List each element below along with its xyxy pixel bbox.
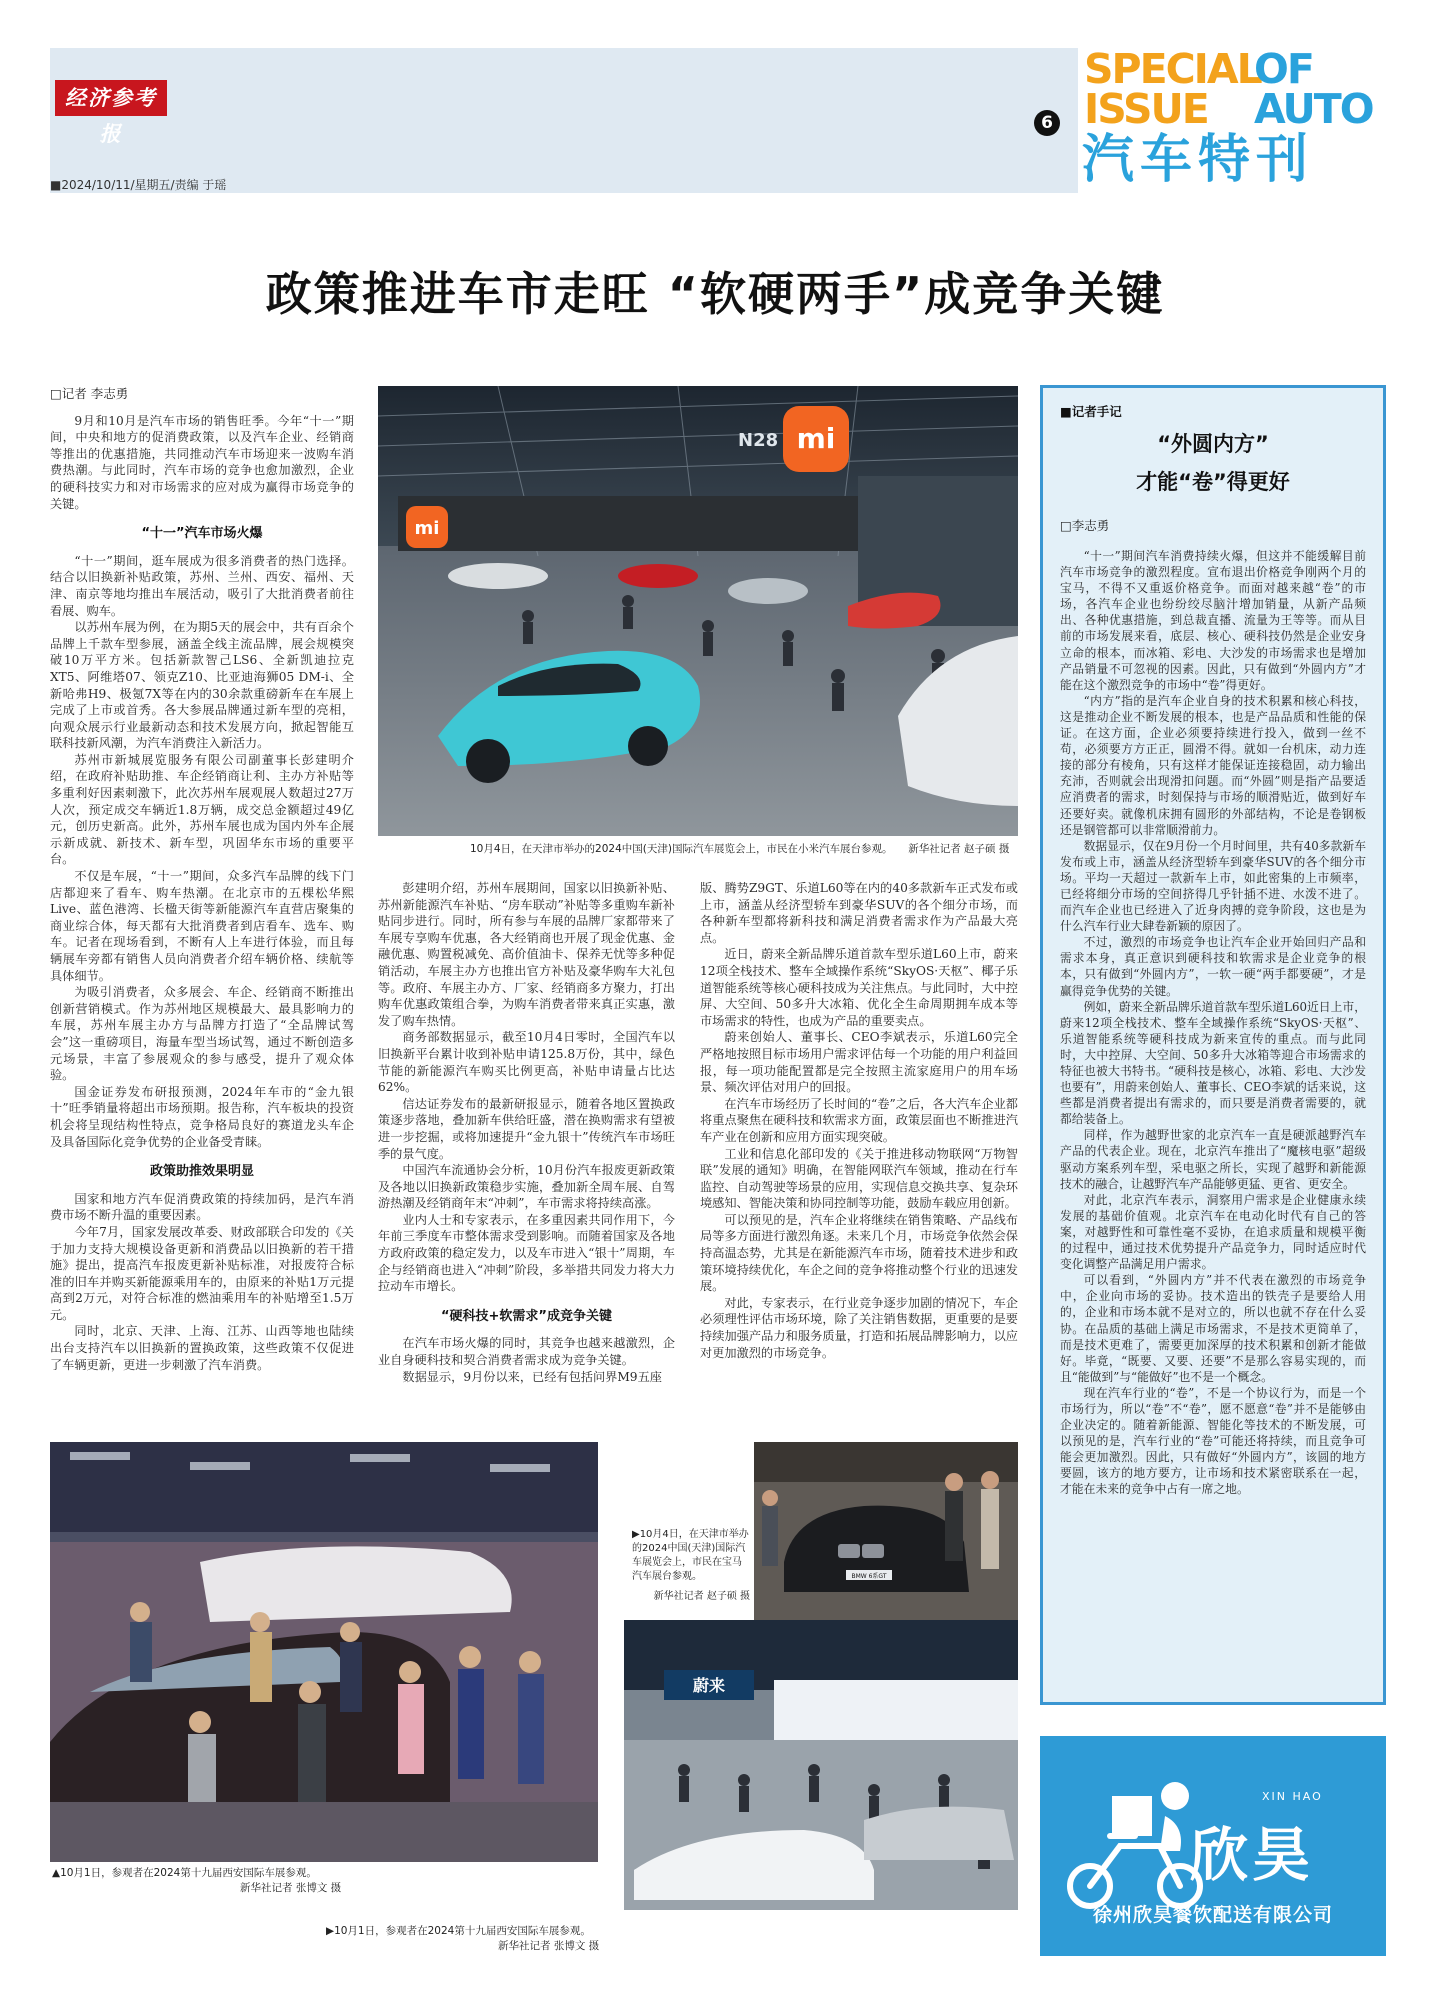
xian-crowd-caption-text: ▲10月1日，参观者在2024第十九届西安国际车展参观。 [52, 1867, 317, 1879]
sidebar-paragraph: “内方”指的是汽车企业自身的技术积累和核心科技，这是推动企业不断发展的根本，也是产品品质和性能的保证。在这方面，企业必须要持续进行投入，做到一丝不苟，必须要方方正正，圆滑不得。就如一台机床，动力连接的部分有棱角，只有这样才能保证连接稳固，动力输出充沛，否则就会出现滑扣问题。而“外圆”则是指产品要适应消费者的需求，时刻保持与市场的顺滑贴近，做到好车还要好卖。就像机床拥有圆形的外部结构，不论是卷钢板还是钢管都可以非常顺滑前力。 [1060, 693, 1366, 837]
main-photo-caption: 10月4日，在天津市举办的2024中国(天津)国际汽车展览会上，市民在小米汽车展台参观。 新华社记者 赵子硕 摄 [470, 843, 1010, 855]
sidebar-paragraph: 可以看到，“外圆内方”并不代表在激烈的市场竞争中，企业向市场的妥协。技术造出的铁壳子是要给人用的，企业和市场本就不是对立的，所以也就不存在什么妥协。在品质的基础上满足市场需求，不是技术更简单了，而是技术更难了，需要更加深厚的技术积累和创新才能做好。毕竟，“既要、又要、还要”不是那么容易实现的，而且“能做到”与“能做好”也不是一个概念。 [1060, 1273, 1366, 1384]
section-subheading: “十一”汽车市场火爆 [141, 526, 263, 542]
auto-word: AUTO [1254, 85, 1373, 133]
section-subheading: 政策助推效果明显 [149, 1164, 254, 1180]
xian-crowd-image [50, 1442, 598, 1862]
sidebar-paragraph: 同样，作为越野世家的北京汽车一直是硬派越野汽车产品的代表企业。现在，北京汽车推出了“魔核电驱”超级驱动方案系列车型，采电驱之所长，实现了越野和新能源技术的融合，让越野汽车产品能够更猛、更省、更安全。 [1060, 1128, 1366, 1191]
sidebar-title-line2: 才能“卷”得更好 [1136, 470, 1290, 494]
bmw-booth-image [754, 1442, 1018, 1620]
article-paragraph: 苏州市新城展览服务有限公司副董事长彭建明介绍，在政府补贴助推、车企经销商让利、主办方补贴等多重利好因素刺激下，此次苏州车展观展人数超过27万人次，预定成交车辆近1.8万辆，成交总金额超过49亿元，创历史新高。此外，苏州车展也成为国内外车企展示新成就、新技术、新车型，巩固华东市场的重要平台。 [50, 752, 354, 867]
article-paragraph: 不仅是车展，“十一”期间，众多汽车品牌的线下门店都迎来了看车、购车热潮。在北京市的五棵松华熙Live、蓝色港湾、长楹天街等新能源汽车直营店聚集的商业综合体，每天都有大批消费者到店看车、选车、购车。记者在现场看到，不断有人上车进行体验，而且每辆展车旁都有销售人员向消费者介绍车辆价格、续航等具体细节。 [50, 869, 354, 983]
article-paragraph: 信达证券发布的最新研报显示，随着各地区置换政策逐步落地，叠加新车供给旺盛，潜在换购需求有望被进一步挖掘，或将加速提升“金九银十”传统汽车市场旺季的景气度。 [378, 1096, 675, 1161]
special-word: SPECIAL [1084, 45, 1261, 93]
article-paragraph: 可以预见的是，汽车企业将继续在销售策略、产品线布局等多方面进行激烈角逐。未来几个月，市场竞争依然会保持高温态势，尤其是在新能源汽车市场，随着技术进步和政策环境持续优化，车企之间的竞争将推动整个行业的迅速发展。 [700, 1212, 1018, 1294]
article-paragraph: 蔚来创始人、董事长、CEO李斌表示，乐道L60完全严格地按照目标市场用户需求评估每一个功能的用户利益回报，每一项功能配置都是完全按照主流家庭用户的用车场景、频次评估对用户的回报。 [700, 1030, 1018, 1095]
xian-autoshow-crowd-photo [50, 1442, 598, 1862]
article-paragraph: 对此，专家表示，在行业竞争逐步加剧的情况下，车企必须理性评估市场环境，除了关注销售数据，更重要的是要持续加强产品力和服务质量，打造和拓展品牌影响力，以应对更加激烈的市场竞争。 [700, 1295, 1018, 1360]
sidebar-paragraph: 数据显示，仅在9月份一个月时间里，共有40多款新车发布或上市，涵盖从经济型轿车到豪华SUV的各个细分市场。平均一天超过一款新车上市，如此密集的上市频率，已经将细分市场的空间挤得几乎针插不进、水泼不进了。而汽车企业也已经进入了近身肉搏的竞争阶段，这也是为什么汽车行业大肆卷新颖的原因了。 [1060, 838, 1366, 934]
sidebar-paragraph: “十一”期间汽车消费持续火爆，但这并不能缓解目前汽车市场竞争的激烈程度。宣布退出价格竞争刚两个月的宝马，不得不又重返价格竞争。而面对越来越“卷”的市场，各汽车企业也纷纷绞尽脑汁增加销量，从新产品频出、各种优惠措施，到总裁直播、流量为王等等。而从目前的市场发展来看，底层、核心、硬科技仍然是企业安身立命的根本，而冰箱、彩电、大沙发的市场需求也是增加产品销量不可忽视的因素。因此，只有做到“外圆内方”才能在这个激烈竞争的市场中“卷”得更好。 [1060, 549, 1366, 692]
article-paragraph: 近日，蔚来全新品牌乐道首款车型乐道L60上市，蔚来12项全栈技术、整车全域操作系统“SkyOS·天枢”、椰子乐道智能系统等核心硬科技成为关注焦点。与此同时，大中控屏、大空间、50多升大冰箱、优化全生命周期拥车成本等市场需求的特性，也成为产品的重要卖点。 [700, 947, 1018, 1028]
article-paragraph: 国家和地方汽车促消费政策的持续加码，是汽车消费市场不断升温的重要因素。 [50, 1191, 354, 1223]
article-paragraph: 同时，北京、天津、上海、江苏、山西等地也陆续出台支持汽车以旧换新的置换政策，这些政策不仅促进了车辆更新，更进一步刺激了汽车消费。 [50, 1324, 354, 1372]
special-issue-logo [1078, 45, 1388, 193]
sidebar-paragraph: 不过，激烈的市场竞争也让汽车企业开始回归产品和需求本身，真正意识到硬科技和软需求是企业竞争的根本，只有做到“外圆内方”，一软一硬“两手都要硬”，才是赢得竞争优势的关键。 [1060, 935, 1366, 998]
main-photo-xiaomi-booth [378, 386, 1018, 836]
page-headline: 政策推进车市走旺 “软硬两手”成竞争关键 [265, 267, 1165, 321]
ad-brand-name: 欣昊 [1190, 1821, 1315, 1889]
sidebar-title-line1: “外圆内方” [1157, 432, 1269, 456]
article-paragraph: 数据显示，9月份以来，已经有包括问界M9五座 [402, 1369, 662, 1384]
bmw-caption-credit: 新华社记者 赵子硕 摄 [653, 1591, 750, 1602]
of-word: OF [1254, 45, 1313, 93]
ad-pinyin: XIN HAO [1262, 1790, 1323, 1803]
sidebar-author: □李志勇 [1060, 518, 1110, 533]
article-paragraph: 9月和10月是汽车市场的销售旺季。今年“十一”期间，中央和地方的促消费政策，以及汽车企业、经销商等推出的优惠措施，共同推动汽车市场迎来一波购车消费热潮。与此同时，汽车市场的竞争也愈加激烈，企业的硬科技实力和对市场需求的应对成为赢得市场竞争的关键。 [50, 413, 354, 511]
main-photo-image [378, 386, 1018, 836]
article-column-1 [50, 386, 354, 1373]
bmw-booth-photo [754, 1442, 1018, 1620]
nio-booth-photo [624, 1620, 1018, 1910]
ad-company-name: 徐州欣昊餐饮配送有限公司 [1092, 1904, 1333, 1926]
xian-crowd-caption [52, 1866, 592, 1896]
bmw-photo-caption [632, 1528, 750, 1604]
sidebar-body [1060, 548, 1366, 1498]
article-paragraph: 在汽车市场经历了长时间的“卷”之后，各大汽车企业都将重点聚焦在硬科技和软需求方面，政策层面也不断推进汽车产业在创新和应用方面实现突破。 [700, 1096, 1018, 1144]
bmw-plate: BMW 6系GT [851, 1573, 887, 1580]
article-paragraph: 为吸引消费者，众多展会、车企、经销商不断推出创新营销模式。作为苏州地区规模最大、最具影响力的车展，苏州车展主办方与品牌方打造了“全品牌试驾会”这一重磅项目，海量车型当场试驾，通过不断创造多元场景，丰富了参展观众的参与感受，提升了观众体验。 [50, 985, 354, 1083]
page-number: 6 [1034, 110, 1060, 136]
article-paragraph: 业内人士和专家表示，在多重因素共同作用下，今年前三季度车市整体需求受到影响。而随着国家及各地方政府政策的稳定发力，以及车市进入“银十”周期，车企与经销商也进入“冲刺”阶段，多举措共同发力将大力拉动车市增长。 [378, 1212, 675, 1294]
article-paragraph: 彭建明介绍，苏州车展期间，国家以旧换新补贴、苏州新能源汽车补贴、“房车联动”补贴等多重购车新补贴同步进行。同时，所有参与车展的品牌厂家都带来了车展专享购车优惠，各大经销商也开展了现金优惠、金融优惠、购置税减免、高价值油卡、保养无忧等多种促销活动，车展主办方也推出官方补贴及豪华购车大礼包等。政府、车展主办方、厂家、经销商多方聚力，打出购车优惠政策组合拳，为购车消费者带来真正实惠，激发了购车热情。 [378, 881, 675, 1028]
special-issue-cn-title: 汽车特刊 [1082, 130, 1315, 190]
issue-word: ISSUE [1084, 85, 1208, 133]
bmw-caption-text: ▶10月4日，在天津市举办的2024中国(天津)国际汽车展览会上，市民在宝马汽车展台参观。 [632, 1529, 749, 1582]
article-paragraph: 国金证券发布研报预测，2024年车市的“金九银十”旺季销量将超出市场预期。报告称，汽车板块的投资机会将呈现结构性特点，竞争格局良好的赛道龙头车企及具备国际化竞争优势的企业备受青睐。 [50, 1084, 354, 1149]
sidebar-paragraph: 例如，蔚来全新品牌乐道首款车型乐道L60近日上市，蔚来12项全栈技术、整车全域操作系统“SkyOS·天枢”、乐道智能系统等硬科技成为新来宣传的重点。而与此同时，大中控屏、大空间、50多升大冰箱等迎合市场需求的特征也被大书特书。“硬科技是核心，冰箱、彩电、大沙发也要有”，用蔚来创始人、董事长、CEO李斌的话来说，这些都是消费者提出有需求的，而只要是消费者需要的，就都给装备上。 [1060, 999, 1366, 1127]
sidebar-paragraph: 对此，北京汽车表示，洞察用户需求是企业健康永续发展的基础价值观。北京汽车在电动化时代有自己的答案，对越野性和可靠性毫不妥协，在追求质量和规模平衡的过程中，通过技术优势提升产品竞争力，同时适应时代变化调整产品满足用户需求。 [1060, 1192, 1366, 1272]
article-paragraph: 商务部数据显示，截至10月4日零时，全国汽车以旧换新平台累计收到补贴申请125.8万份，其中，绿色节能的新能源汽车购买比例更高，补贴申请量占比达62%。 [378, 1030, 675, 1095]
article-column-2 [378, 880, 675, 1385]
nio-caption-text: ▶10月1日，参观者在2024第十九届西安国际车展参观。 [326, 1925, 591, 1937]
hall-number-sign: N28 [738, 430, 779, 451]
nio-caption-credit: 新华社记者 张博文 摄 [498, 1940, 600, 1952]
article-paragraph: 以苏州车展为例，在为期5天的展会中，共有百余个品牌上千款车型参展，涵盖全线主流品牌，展会规模突破10万平方米。包括新款智己LS6、全新凯迪拉克XT5、阿维塔07、领克Z10、比亚迪海狮05 DM-i、全新哈弗H9、极氪7X等在内的30余款重磅新车在车展上完成了上市或首秀。各大参展品牌通过新车型的亮相，向观众展示行业最新动态和技术发展方向，掀起智能互联科技新风潮，为汽车消费注入新活力。 [50, 620, 354, 751]
date-line: ■2024/10/11/星期五/责编 于瑶 [50, 178, 227, 192]
section-subheading: “硬科技+软需求”成竞争关键 [441, 1308, 612, 1324]
masthead-logo: 经济参考报 [55, 80, 167, 116]
article-paragraph: 在汽车市场火爆的同时，其竞争也越来越激烈，企业自身硬科技和契合消费者需求成为竞争关键。 [378, 1336, 675, 1368]
article-paragraph: “十一”期间，逛车展成为很多消费者的热门选择。结合以旧换新补贴政策，苏州、兰州、西安、福州、天津、南京等地均推出车展活动，吸引了大批消费者前往看展、购车。 [50, 553, 354, 618]
article-paragraph: 工业和信息化部印发的《关于推进移动物联网“万物智联”发展的通知》明确，在智能网联汽车领域，推动在行车监控、自动驾驶等场景的应用，实现信息交换共享、复杂环境感知、智能决策和协同控制等功能，鼓励车载应用创新。 [700, 1146, 1018, 1211]
article-paragraph: 版、腾势Z9GT、乐道L60等在内的40多款新车正式发布或上市，涵盖从经济型轿车到豪华SUV的各个细分市场，而各种新车型都将新科技和满足消费者需求作为产品最大亮点。 [700, 881, 1018, 945]
nio-booth-sign: 蔚来 [692, 1676, 726, 1695]
article-paragraph: 中国汽车流通协会分析，10月份汽车报废更新政策及各地以旧换新政策稳步实施，叠加新全周车展、自驾游热潮及经销商年末“冲刺”，车市需求将持续高涨。 [378, 1163, 675, 1211]
sidebar-tag: ■记者手记 [1060, 404, 1122, 419]
mi-logo-right: mi [796, 422, 836, 455]
article-paragraph: 今年7月，国家发展改革委、财政部联合印发的《关于加力支持大规模设备更新和消费品以旧换新的若干措施》提出，提高汽车报废更新补贴标准，对报废符合标准的旧车并购买新能源乘用车的，由原来的补贴1万元提高到2万元，对符合标准的燃油乘用车的补贴增至1.5万元。 [50, 1224, 354, 1322]
sidebar-paragraph: 现在汽车行业的“卷”，不是一个协议行为，而是一个市场行为，所以“卷”不“卷”，愿不愿意“卷”并不是能够由企业决定的。随着新能源、智能化等技术的不断发展，可以预见的是，汽车行业的“卷”可能还将持续，而且竞争可能会更加激烈。因此，只有做好“外圆内方”，该圆的地方要圆，该方的地方要方，让市场和技术紧密联系在一起，才能在未来的竞争中占有一席之地。 [1060, 1385, 1366, 1497]
article-byline: □记者 李志勇 [50, 386, 129, 401]
article-column-3 [700, 880, 1018, 1361]
nio-booth-caption [326, 1924, 1022, 1954]
nio-booth-image [624, 1620, 1018, 1910]
xian-crowd-caption-credit: 新华社记者 张博文 摄 [240, 1882, 342, 1894]
mi-logo-left: mi [414, 518, 440, 539]
